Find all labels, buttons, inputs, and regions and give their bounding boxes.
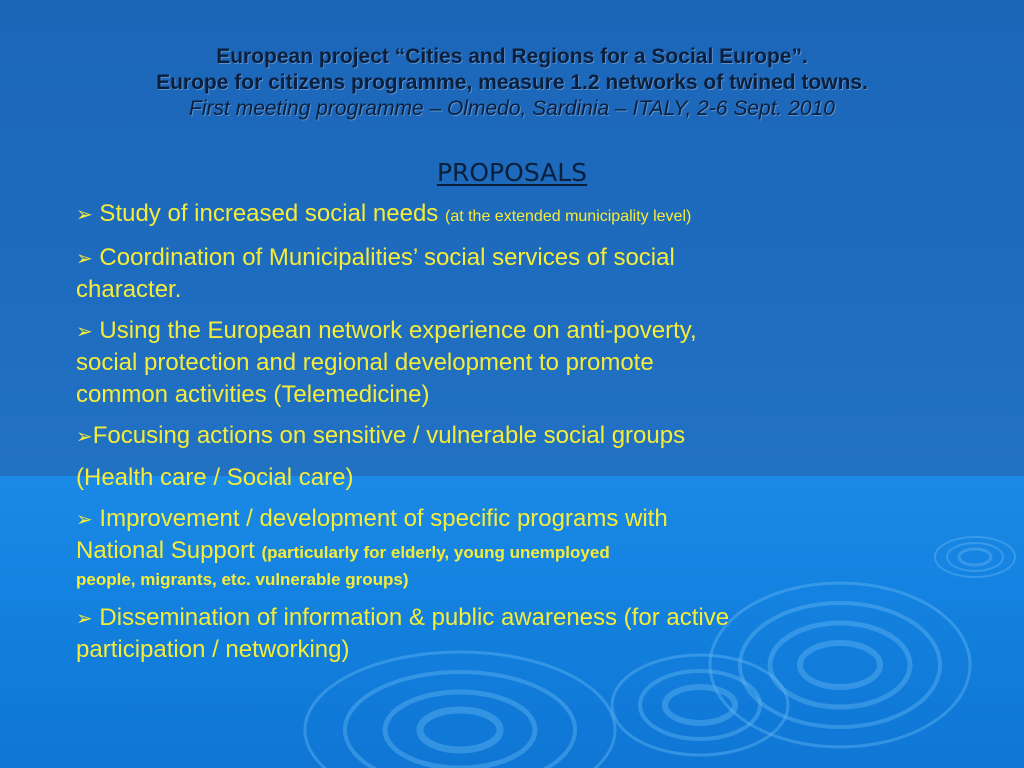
item-text: Coordination of Municipalities’ social services of social bbox=[92, 244, 675, 271]
section-title bbox=[0, 158, 1024, 187]
item-text-continued: character. bbox=[76, 276, 182, 303]
item-text: Study of increased social needs bbox=[92, 200, 445, 227]
item-text-continued: (Health care / Social care) bbox=[76, 464, 354, 491]
item-text-continued: participation / networking) bbox=[76, 636, 350, 663]
item-note: (at the extended municipality level) bbox=[444, 208, 692, 225]
header-title-line: European project “Cities and Regions for a Social Europe”. bbox=[216, 45, 808, 68]
arrow-bullet-icon: ➢ bbox=[76, 202, 93, 226]
item-text: Improvement / development of specific programs with bbox=[92, 505, 668, 532]
arrow-bullet-icon: ➢ bbox=[76, 606, 93, 630]
header-subtitle-line: Europe for citizens programme, measure 1.2 networks of twined towns. bbox=[156, 71, 868, 94]
item-text: Focusing actions on sensitive / vulnerable social groups bbox=[92, 422, 686, 449]
list-item bbox=[76, 198, 946, 233]
item-text: Using the European network experience on anti-poverty, bbox=[92, 317, 697, 344]
item-note: (particularly for elderly, young unemployed bbox=[261, 543, 610, 562]
section-title-text: PROPOSALS bbox=[436, 158, 588, 187]
item-text-continued bbox=[76, 535, 946, 567]
arrow-bullet-icon: ➢ bbox=[76, 319, 93, 343]
item-text-continued: common activities (Telemedicine) bbox=[76, 381, 430, 408]
arrow-bullet-icon: ➢ bbox=[76, 246, 93, 270]
item-text-continued: social protection and regional development to promote bbox=[76, 349, 654, 376]
slide-header bbox=[0, 44, 1024, 122]
list-item bbox=[76, 503, 946, 593]
list-item bbox=[76, 602, 946, 666]
proposal-list bbox=[76, 198, 946, 675]
list-item bbox=[76, 315, 946, 411]
item-text: Dissemination of information & public awareness (for active bbox=[92, 604, 730, 631]
item-note-continued: people, migrants, etc. vulnerable groups) bbox=[76, 570, 409, 589]
header-meeting-line: First meeting programme – Olmedo, Sardinia – ITALY, 2-6 Sept. 2010 bbox=[189, 97, 835, 120]
item-text-national-support: National Support bbox=[76, 537, 262, 564]
arrow-bullet-icon: ➢ bbox=[76, 424, 93, 448]
list-item bbox=[76, 242, 946, 306]
list-item bbox=[76, 420, 946, 494]
arrow-bullet-icon: ➢ bbox=[76, 507, 93, 531]
